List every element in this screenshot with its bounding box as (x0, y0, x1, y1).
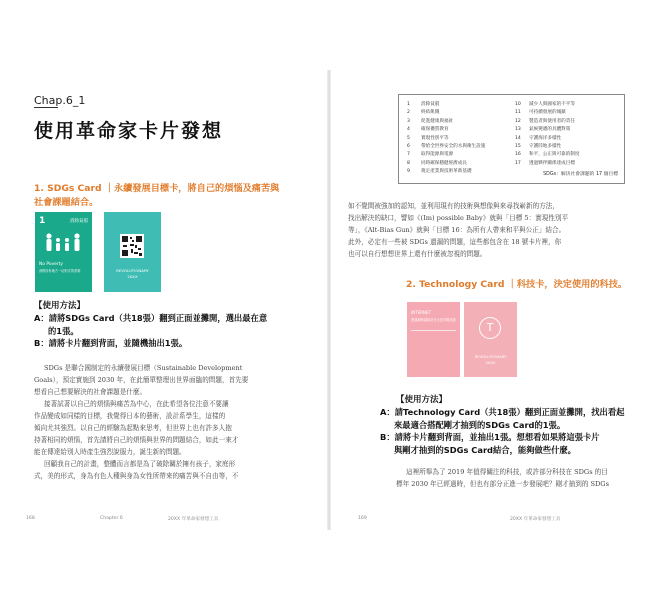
body-line: 回顧我自己的計畫，整體而言都是為了破除關於擁有孩子，家庭形 (44, 460, 236, 468)
card-sub-desc: 透過網路讓資訊在全世界間流通 (411, 318, 456, 322)
sdg-goal-text: 可持續發展的城鎮 (529, 110, 566, 116)
body-line: 持著相同的煩惱，首先請將自己的煩惱與世界的問題結合，如此一來才 (34, 436, 239, 444)
body-line: 找出解決的缺口，譬如《(Im) possible Baby》就與「目標 5：實現性別平 (348, 214, 569, 222)
page-number: 168 (26, 516, 35, 521)
body-line: Goals），預定實施到 2030 年，在此簡單整理出世界面臨的問題，首先要 (34, 376, 249, 384)
body-text (396, 466, 636, 490)
sdg-goal-item (515, 118, 575, 124)
sdg-goal-item (407, 143, 485, 149)
sdg-goal-text: 消除貧窮 (421, 102, 440, 107)
sdg-goal-text: 同時確保穩健經濟成長 (421, 160, 467, 166)
usage-instructions (380, 406, 650, 456)
sdg-goal-number: 3 (407, 118, 410, 124)
sdg-goal-text: 守護海洋多樣性 (529, 135, 562, 141)
footer-book-title: 20XX 年革命家發想工具 (168, 517, 219, 522)
sdg-goal-number: 5 (407, 135, 410, 141)
body-line: 能在傳達給別人時產生強烈說服力，誕生新的問題。 (34, 448, 186, 456)
usage-line: B：請將卡片翻到背面，並抽出1張。想想看如果將這張卡片 (380, 432, 600, 442)
sdg-goal-text: 減少人與國家的不平等 (529, 102, 575, 107)
sdg-goal-item (407, 135, 449, 141)
card-sub-title: No Poverty (39, 262, 63, 267)
card-back-sub: 20XX (127, 274, 138, 279)
card-label: 消除貧窮 (70, 219, 88, 224)
usage-heading: 【使用方法】 (34, 301, 86, 311)
sdg-goal-item (407, 101, 439, 107)
sdg-goal-text: 促進健康與福祉 (421, 118, 454, 124)
body-line: 標年 2030 年已經過時，但也有部分正進一步發展吧？剛才抽到的 SDGs (396, 480, 609, 488)
sdg-goal-number: 6 (407, 144, 410, 149)
sdg-goal-number: 12 (515, 118, 521, 124)
sdg-goal-text: 終結飢餓 (421, 110, 440, 116)
sdg-goal-text: 製造者與使用者的責任 (529, 118, 575, 124)
card-sub-desc: 消除所有地方一切形式的貧窮 (39, 269, 81, 273)
body-line: 也可以自行想想世界上還有什麼被忽視的問題。 (348, 250, 487, 258)
t-circle-icon: T (479, 317, 501, 339)
sdg-goal-item (515, 151, 580, 157)
sdgs-goals-box (398, 94, 625, 184)
usage-heading: 【使用方法】 (396, 395, 448, 405)
sdg-goal-item (407, 126, 449, 132)
body-line: 如不覺間被強加的認知，並利用現有的技術與想像與來尋找嶄新的方法， (348, 202, 559, 210)
usage-line: 的1張。 (48, 325, 79, 336)
sdg-goal-number: 1 (407, 102, 410, 107)
footer-chapter: Chapter 6 (100, 516, 123, 521)
body-line: 等」，《Alt-Bias Gun》就與「目標 16：為所有人帶來和平與公正」結合。 (348, 226, 566, 234)
card-back-sub: 20XX (485, 360, 496, 365)
sdg-goal-number: 11 (515, 110, 521, 116)
page-title: 使用革命家卡片發想 (34, 120, 224, 142)
sdg-goal-number: 14 (515, 135, 521, 141)
usage-line: 來最適合搭配剛才抽到的SDGs Card的1張。 (394, 419, 566, 430)
sdg-goal-item (515, 160, 575, 166)
body-line: 想看自己想要解決的社會課題是什麼。 (34, 388, 147, 396)
section-heading-sdgs (34, 182, 279, 210)
sdg-goal-number: 9 (407, 169, 410, 175)
body-line: 此外，必定有一些被 SDGs 遺漏的問題，這些都包含在 18 號卡片裡，你 (348, 238, 562, 246)
body-line: 傾向尤其強烈。以自己的經驗為起點來思考，但世界上也有許多人抱 (34, 424, 232, 432)
page-number: 169 (358, 516, 367, 521)
sdg-goal-text: 取得能源與電源 (421, 152, 454, 158)
usage-line: B：請將卡片翻到背面，並隨機抽出1張。 (34, 338, 188, 348)
sdg-goal-number: 2 (407, 110, 410, 116)
sdg-goal-item (407, 151, 453, 157)
sdgs-card-front (35, 212, 92, 292)
body-line: SDGs 是聯合國制定的永續發展目標（Sustainable Development (44, 364, 243, 372)
body-line: 接著試著以自己的煩惱與痛苦為中心，在此希望各位注意不要讓 (44, 400, 229, 408)
sdg-goal-item (515, 143, 561, 149)
sdg-goal-number: 15 (515, 144, 521, 149)
sdg-goal-text: 確保優質教育 (421, 127, 449, 133)
sdg-goal-item (407, 168, 472, 174)
sdg-goal-item (515, 109, 566, 115)
section-heading-line: 1. SDGs Card ｜永續發展目標卡，將自己的煩惱及痛苦與 (34, 183, 280, 194)
sdg-goal-number: 13 (515, 127, 521, 133)
sdg-goal-number: 4 (407, 127, 410, 133)
card-divider (411, 330, 456, 349)
book-spine (327, 70, 331, 530)
qr-code-icon (120, 234, 144, 258)
right-page (334, 70, 639, 530)
body-line: 作品變成如同樣的目標，我覺得日本的藝術，設計系學生，這樣的 (34, 412, 226, 420)
body-text (34, 362, 300, 482)
sdgs-card-back (104, 212, 161, 292)
left-page (20, 70, 325, 530)
family-icon (43, 232, 84, 254)
usage-line: A：請將SDGs Card（共18張）翻到正面並攤開，選出最在意 (34, 313, 268, 323)
section-heading-technology: 2. Technology Card ｜科技卡，決定使用的科技。 (406, 279, 628, 290)
body-line: 這裡所舉為了 2019 年值得關注的科技，或許部分科技在 SDGs 的目 (406, 468, 608, 476)
technology-card-front (407, 302, 460, 377)
card-number: 1 (39, 216, 46, 226)
goals-caption: SDGs：解決社會課題的 17 個目標 (543, 172, 618, 177)
chapter-label: Chap.6_1 (34, 94, 86, 107)
card-back-label: REVOLUTIONARY (116, 268, 149, 273)
technology-card-back (464, 302, 517, 377)
sdg-goal-text: 實現性別平等 (421, 135, 449, 141)
card-label: INTERNET (411, 310, 431, 315)
sdg-goal-item (515, 135, 561, 141)
card-back-label: REVOLUTIONARY (474, 354, 507, 359)
sdg-goal-text: 帶給全世界安全的水與衛生設施 (421, 144, 486, 149)
footer-book-title: 20XX 年革命家發想工具 (510, 517, 561, 522)
sdg-goal-item (407, 109, 439, 115)
sdg-goal-text: 氣候變遷的具體對策 (529, 127, 571, 133)
sdg-goal-number: 7 (407, 152, 410, 158)
usage-line: A：請Technology Card（共18張）翻到正面並攤開，找出看起 (380, 407, 625, 417)
usage-instructions (34, 312, 324, 350)
sdg-goal-item (407, 118, 453, 124)
sdg-goal-text: 奠定產業與技術革新基礎 (421, 169, 472, 175)
sdg-goal-number: 17 (515, 160, 521, 166)
intro-text (348, 200, 630, 260)
sdg-goal-item (515, 126, 570, 132)
sdg-goal-item (515, 101, 575, 107)
sdg-goal-text: 和平，公正與可靠的制度 (529, 152, 580, 158)
sdg-goal-number: 10 (515, 102, 521, 107)
body-line: 式，美的形式，身為有色人種與身為女性所帶來的痛苦與不自由等，不 (34, 472, 239, 480)
sdg-goal-text: 守護陸地多樣性 (529, 144, 562, 149)
sdg-goal-number: 8 (407, 160, 410, 166)
sdg-goal-number: 16 (515, 152, 521, 158)
section-heading-line: 社會課題結合。 (34, 197, 99, 208)
usage-line: 與剛才抽到的SDGs Card結合，能夠做些什麼。 (394, 444, 576, 455)
chapter-rule (34, 107, 58, 108)
sdg-goal-text: 透過夥伴關係達成目標 (529, 160, 575, 166)
sdg-goal-item (407, 160, 467, 166)
